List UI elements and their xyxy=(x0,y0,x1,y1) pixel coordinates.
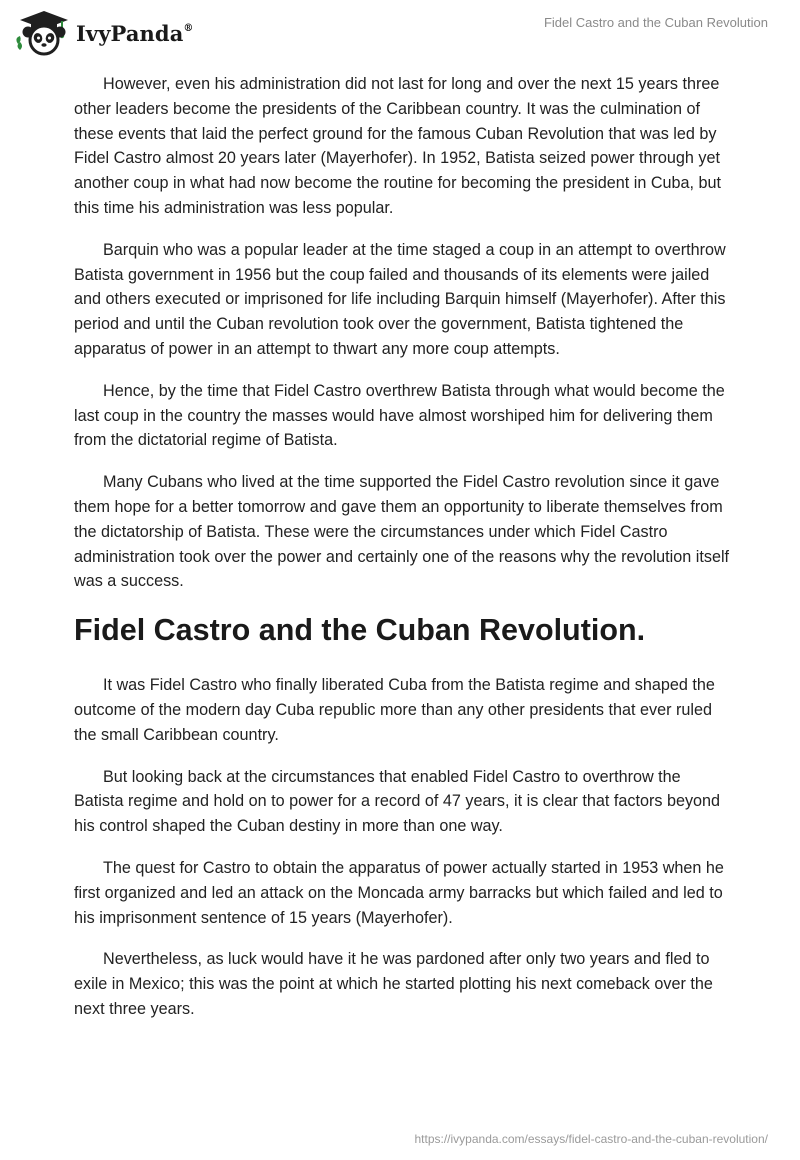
section-heading: Fidel Castro and the Cuban Revolution. xyxy=(74,613,646,648)
document-title: Fidel Castro and the Cuban Revolution xyxy=(543,15,768,30)
paragraph: Nevertheless, as luck would have it he was pardoned after only two years and fled to exile in Mexico; this was the point at which he started plotting his next comeback over the next three years. xyxy=(74,950,713,1018)
paragraph: But looking back at the circumstances that enabled Fidel Castro to overthrow the Batista regime and hold on to power for a record of 47 years, it is clear that factors beyond his control shaped the Cuban destiny in more than one way. xyxy=(74,767,721,836)
brand-name: IvyPanda® xyxy=(76,20,194,46)
source-url[interactable]: https://ivypanda.com/essays/fidel-castro-and-the-cuban-revolution/ xyxy=(414,1132,768,1146)
essay-content xyxy=(74,72,734,1039)
panda-graduate-icon xyxy=(14,8,74,56)
brand-logo[interactable] xyxy=(14,8,194,56)
paragraph: Barquin who was a popular leader at the time staged a coup in an attempt to overthrow Batista government in 1956 but the coup failed and thousands of its elements were jailed and others executed or imprisoned for life including Barquin himself (Mayerhofer). After this period and until the Cuban revolution took over the government, Batista tightened the apparatus of power in an attempt to thwart any more coup attempts. xyxy=(74,240,726,358)
paragraph: Many Cubans who lived at the time supported the Fidel Castro revolution since it gave them hope for a better tomorrow and gave them an opportunity to liberate themselves from the dictatorship of Batista. These were the circumstances under which Fidel Castro administration took over the power and certainly one of the reasons why the revolution itself was a success. xyxy=(74,473,730,591)
paragraph: The quest for Castro to obtain the apparatus of power actually started in 1953 when he first organized and led an attack on the Moncada army barracks but which failed and led to his imprisonment sentence of 15 years (Mayerhofer). xyxy=(74,858,724,927)
paragraph: It was Fidel Castro who finally liberated Cuba from the Batista regime and shaped the outcome of the modern day Cuba republic more than any other presidents that ever ruled the small Caribbean country. xyxy=(74,676,715,744)
page-header xyxy=(0,0,800,70)
paragraph: However, even his administration did not last for long and over the next 15 years three other leaders become the presidents of the Caribbean country. It was the culmination of these events that laid the perfect ground for the famous Cuban Revolution that was led by Fidel Castro almost 20 years later (Mayerhofer). In 1952, Batista seized power through yet another coup in what had now become the routine for becoming the president in Cuba, but this time his administration was less popular. xyxy=(74,75,722,217)
paragraph: Hence, by the time that Fidel Castro overthrew Batista through what would become the last coup in the country the masses would have almost worshiped him for delivering them from the dictatorial regime of Batista. xyxy=(74,381,725,450)
